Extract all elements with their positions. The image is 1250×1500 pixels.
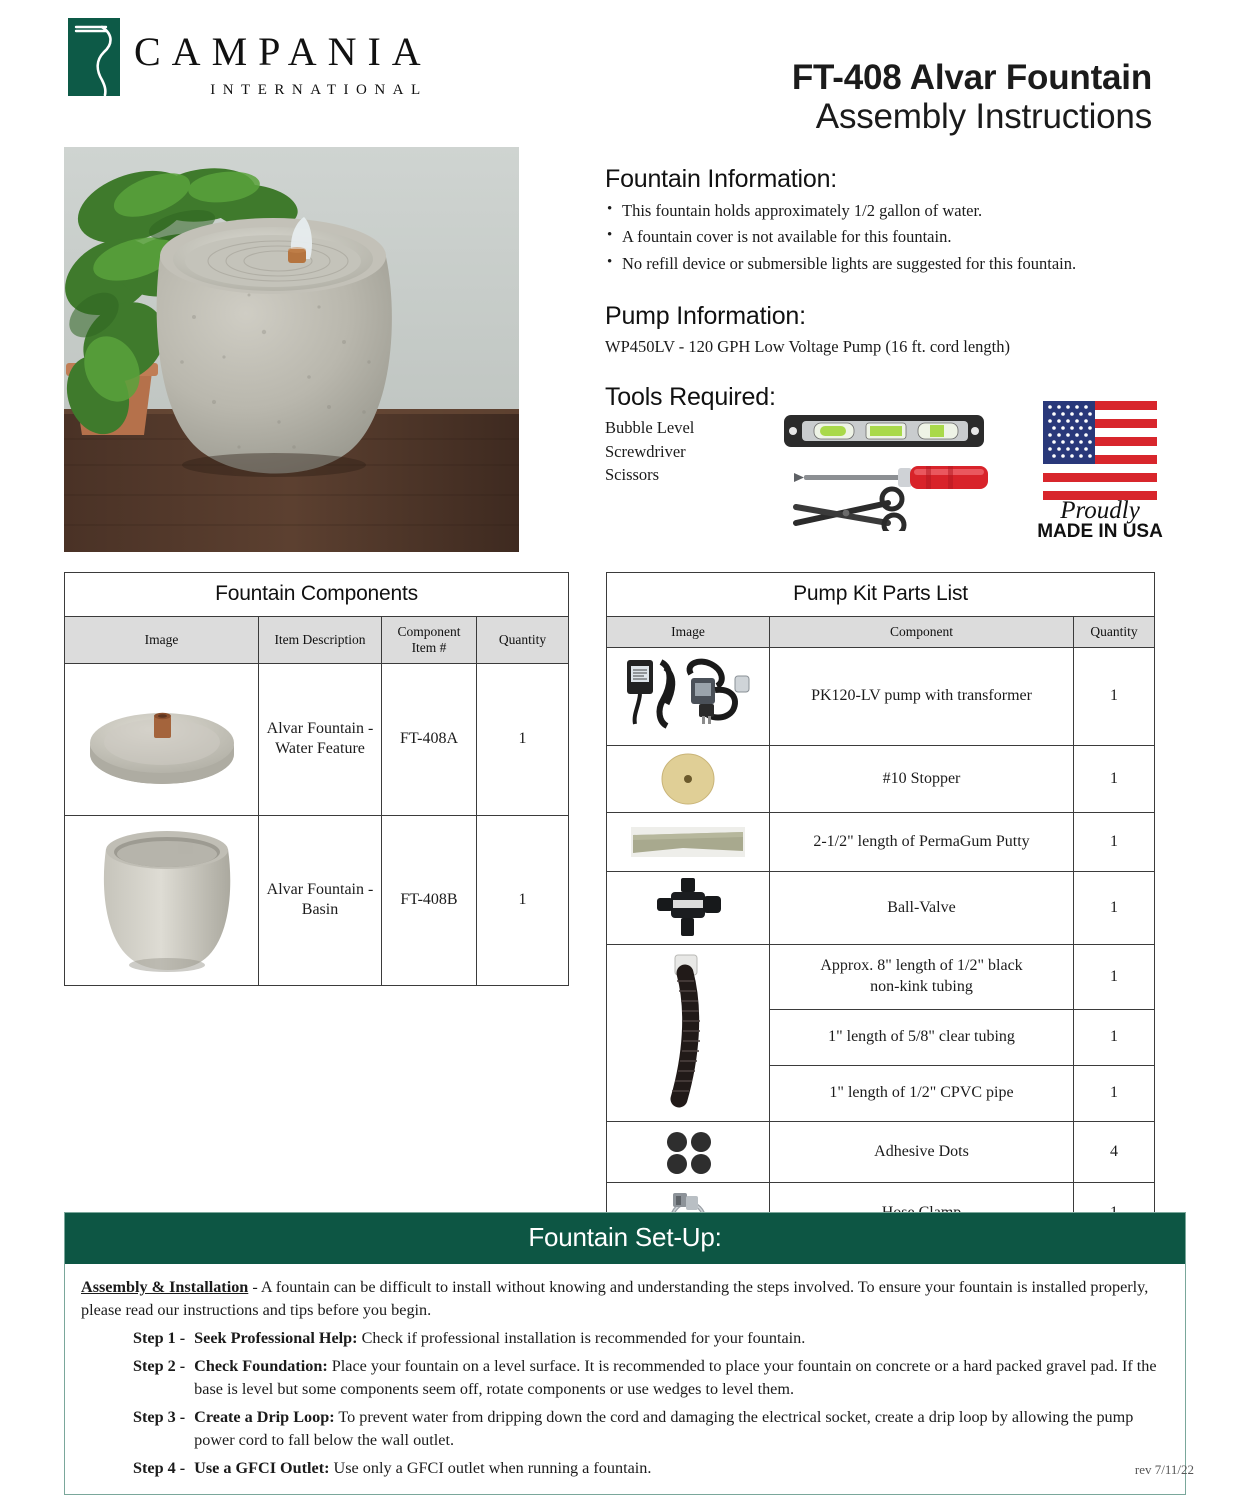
description-line-2: Basin: [301, 901, 339, 919]
pump-component-name: 2-1/2" length of PermaGum Putty: [770, 812, 1074, 871]
brand-logo: [68, 18, 432, 99]
description-line-1: Alvar Fountain -: [266, 880, 374, 898]
header-line-1: Component: [397, 624, 461, 639]
component-quantity: 1: [477, 815, 569, 985]
tools-required-section: [605, 383, 1165, 542]
setup-step-4: [81, 1457, 1169, 1480]
table-row: [607, 647, 1155, 745]
pump-information-text: WP450LV - 120 GPH Low Voltage Pump (16 ft. cord length): [605, 336, 1010, 356]
fountain-product-photo: [64, 147, 519, 552]
pump-component-quantity: 1: [1074, 871, 1155, 944]
pump-component-name: 1" length of 1/2" CPVC pipe: [770, 1065, 1074, 1121]
screwdriver-icon: [794, 466, 988, 489]
column-header-item-description: Item Description: [259, 617, 382, 664]
step-title: Check Foundation:: [194, 1357, 328, 1375]
page-subtitle: Assembly Instructions: [815, 97, 1152, 137]
assembly-installation-paragraph: [81, 1276, 1169, 1322]
scissors-icon: [796, 489, 904, 531]
pump-component-name: 1" length of 5/8" clear tubing: [770, 1009, 1074, 1065]
title-block: [792, 58, 1152, 136]
step-continuation: gravel pad. If the base is level but some components seem off, rotate components or use wedges to level them.: [194, 1357, 1157, 1398]
step-content: [194, 1406, 1169, 1452]
tools-required-heading: Tools Required:: [605, 383, 776, 412]
usa-flag-icon: [1043, 401, 1157, 500]
ball-valve-image: [607, 871, 770, 944]
component-line-2: non-kink tubing: [870, 977, 973, 995]
page-header: [0, 0, 1250, 150]
permagum-putty-image: [607, 812, 770, 871]
stopper-image: [607, 745, 770, 812]
pump-component-quantity: 1: [1074, 745, 1155, 812]
step-continuation: the pump power cord to fall below the wall outlet.: [194, 1408, 1134, 1449]
description-line-2: Water Feature: [275, 740, 365, 758]
component-description: [259, 815, 382, 985]
list-item: • No refill device or submersible lights are suggested for this fountain.: [605, 251, 1165, 278]
info-column: [605, 165, 1165, 542]
step-number: Step 2 -: [133, 1357, 186, 1375]
pump-component-quantity: 1: [1074, 812, 1155, 871]
column-header-image: Image: [65, 617, 259, 664]
pump-information-heading: Pump Information:: [605, 301, 806, 330]
black-tubing-image: [607, 944, 770, 1121]
step-content: [194, 1327, 1169, 1350]
component-quantity: 1: [477, 663, 569, 815]
setup-step-3: [81, 1406, 1169, 1452]
step-text: Place your fountain on a level surface. It is recommended to place your fountain on concrete or a hard packed: [327, 1357, 1042, 1375]
column-header-component: Component: [770, 617, 1074, 648]
pump-component-quantity: 1: [1074, 647, 1155, 745]
table-row: [607, 944, 1155, 1009]
component-description: [259, 663, 382, 815]
table-row: [607, 871, 1155, 944]
fountain-water-feature-image: [65, 663, 259, 815]
pump-component-quantity: 1: [1074, 944, 1155, 1009]
pump-component-name: Adhesive Dots: [770, 1121, 1074, 1182]
pump-component-name: PK120-LV pump with transformer: [770, 647, 1074, 745]
table-header-row: [65, 617, 569, 664]
brand-name: CAMPANIA: [134, 29, 432, 74]
pump-kit-parts-table: [606, 572, 1154, 1244]
pump-component-quantity: 4: [1074, 1121, 1155, 1182]
setup-step-1: [81, 1327, 1169, 1350]
list-item: • This fountain holds approximately 1/2 gallon of water.: [605, 198, 1165, 225]
pump-component-quantity: 1: [1074, 1009, 1155, 1065]
pump-component-name: [770, 944, 1074, 1009]
component-item-number: FT-408A: [382, 663, 477, 815]
pump-table-title: Pump Kit Parts List: [607, 573, 1155, 617]
setup-step-2: [81, 1355, 1169, 1401]
fountain-information-list: [605, 198, 1165, 278]
pump-component-quantity: 1: [1074, 1065, 1155, 1121]
table-header-row: [607, 617, 1155, 648]
column-header-quantity: Quantity: [1074, 617, 1155, 648]
column-header-image: Image: [607, 617, 770, 648]
table-row: [607, 812, 1155, 871]
fountain-information-heading: Fountain Information:: [605, 165, 838, 193]
setup-body: [65, 1264, 1185, 1494]
description-line-1: Alvar Fountain -: [266, 719, 374, 737]
components-table-title: Fountain Components: [65, 573, 569, 617]
page-title: FT-408 Alvar Fountain: [791, 58, 1152, 97]
table-row: [65, 815, 569, 985]
tool-item: Bubble Level: [605, 418, 695, 438]
fountain-components-table: [64, 572, 568, 986]
step-number: Step 4 -: [133, 1459, 186, 1477]
step-title: Use a GFCI Outlet:: [194, 1459, 330, 1477]
column-header-quantity: Quantity: [477, 617, 569, 664]
fountain-basin-image: [65, 815, 259, 985]
pump-component-name: #10 Stopper: [770, 745, 1074, 812]
table-row: [607, 745, 1155, 812]
tool-item: Screwdriver: [605, 441, 686, 461]
setup-banner-title: Fountain Set-Up:: [65, 1213, 1185, 1264]
tool-illustrations: [780, 411, 1010, 526]
step-title: Create a Drip Loop:: [194, 1408, 335, 1426]
pump-transformer-image: [607, 647, 770, 745]
step-title: Seek Professional Help:: [194, 1329, 358, 1347]
step-number: Step 1 -: [133, 1329, 186, 1347]
step-content: [194, 1457, 1169, 1480]
step-number: Step 3 -: [133, 1408, 186, 1426]
step-text: Check if professional installation is recommended for your fountain.: [357, 1329, 806, 1347]
header-line-2: Item #: [411, 639, 447, 655]
proudly-text: Proudly: [1060, 497, 1140, 525]
column-header-component-item: [382, 617, 477, 664]
fountain-setup-section: [64, 1212, 1186, 1495]
list-item: • A fountain cover is not available for this fountain.: [605, 224, 1165, 251]
made-in-usa-text: MADE IN USA: [1037, 521, 1163, 542]
component-line-1: Approx. 8" length of 1/2" black: [820, 957, 1023, 975]
brand-subtitle: INTERNATIONAL: [210, 82, 428, 98]
pump-information-section: [605, 302, 1165, 360]
adhesive-dots-image: [607, 1121, 770, 1182]
step-text: Use only a GFCI outlet when running a fountain.: [329, 1459, 652, 1477]
assembly-installation-text: - A fountain can be difficult to install without knowing and understanding the steps involved. To ensure your fountain is installed properly, please read our instructions and tips before you begin.: [81, 1278, 1149, 1319]
bubble-level-icon: [784, 415, 984, 447]
table-row: [607, 1121, 1155, 1182]
pump-component-name: Ball-Valve: [770, 871, 1074, 944]
step-text: To prevent water from dripping down the cord and damaging the electrical socket, create a drip loop by allowing: [334, 1408, 1069, 1426]
assembly-installation-label: Assembly & Installation: [81, 1278, 249, 1296]
campania-urn-icon: [68, 18, 120, 96]
tool-item: Scissors: [605, 465, 660, 484]
step-content: [194, 1355, 1169, 1401]
made-in-usa-badge: [1025, 391, 1175, 541]
revision-footer: rev 7/11/22: [1134, 1462, 1194, 1477]
table-row: [65, 663, 569, 815]
component-item-number: FT-408B: [382, 815, 477, 985]
